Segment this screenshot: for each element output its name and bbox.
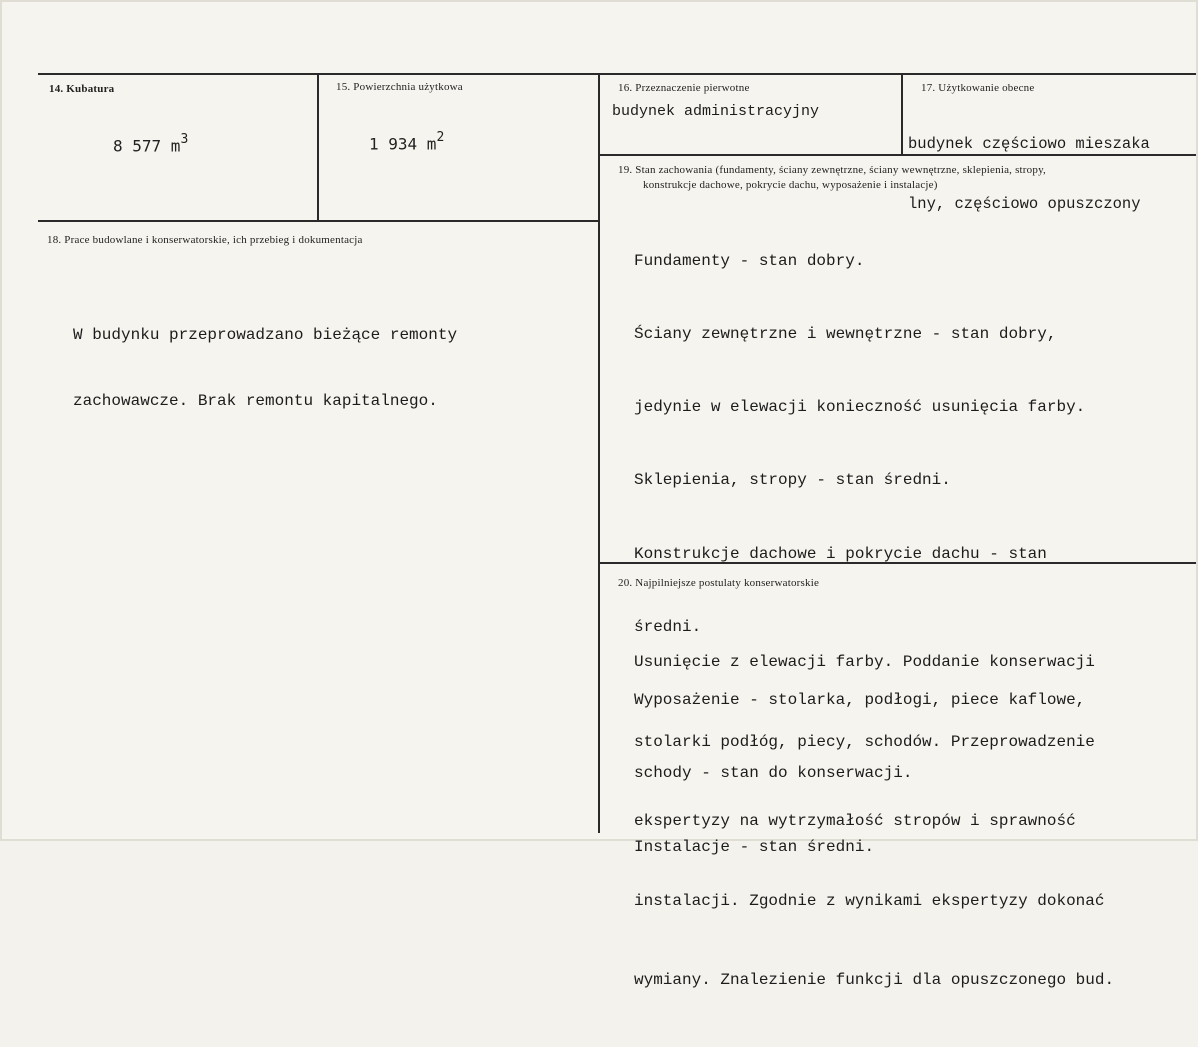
field-20-line: ekspertyzy na wytrzymałość stropów i sprawność [634, 812, 1076, 830]
field-19-line: Instalacje - stan średni. [634, 837, 875, 856]
field-20-line: Usunięcie z elewacji farby. Poddanie konserwacji [634, 653, 1095, 671]
field-18-label: 18. Prace budowlane i konserwatorskie, ich przebieg i dokumentacja [47, 234, 363, 246]
field-19-line: Ściany zewnętrzne i wewnętrzne - stan dobry, [634, 325, 1057, 344]
field-19-label-line2: konstrukcje dachowe, pokrycie dachu, wyposażenie i instalacje) [643, 179, 938, 191]
divider-left-right [598, 73, 600, 833]
field-20-label: 20. Najpilniejsze postulaty konserwatorskie [618, 577, 820, 589]
field-17-line: budynek częściowo mieszaka [908, 135, 1150, 153]
field-15-exponent: 2 [436, 130, 445, 145]
field-20-value [634, 596, 1114, 1047]
field-19-line: Fundamenty - stan dobry. [634, 251, 865, 270]
top-rule [38, 73, 1196, 75]
field-19-label-line1: 19. Stan zachowania (fundamenty, ściany zewnętrzne, ściany wewnętrzne, sklepienia, stropy, [618, 164, 1047, 176]
field-14-exponent: 3 [180, 132, 189, 147]
field-18-line: W budynku przeprowadzano bieżące remonty [73, 326, 458, 344]
field-16-value: budynek administracyjny [612, 103, 820, 120]
field-17-line: lny, częściowo opuszczony [908, 195, 1141, 213]
field-19-line: Konstrukcje dachowe i pokrycie dachu - stan [634, 544, 1047, 563]
field-15-label: 15. Powierzchnia użytkowa [336, 81, 463, 93]
divider-16-17 [901, 73, 903, 155]
field-19-line: Sklepienia, stropy - stan średni. [634, 471, 951, 490]
field-20-line: instalacji. Zgodnie z wynikami ekspertyzy dokonać [634, 891, 1105, 910]
field-19-line: schody - stan do konserwacji. [634, 764, 913, 783]
field-16-label: 16. Przeznaczenie pierwotne [618, 82, 750, 94]
field-20-line: wymiany. Znalezienie funkcji dla opuszczonego bud. [634, 971, 1115, 989]
field-19-line: Wyposażenie - stolarka, podłogi, piece kaflowe, [634, 691, 1086, 710]
divider-14-15 [317, 73, 319, 221]
field-19-line: jedynie w elewacji konieczność usunięcia farby. [634, 398, 1086, 417]
field-15-number: 1 934 m [369, 134, 437, 154]
rule-under-14-15 [38, 220, 600, 222]
field-20-line: stolarki podłóg, piecy, schodów. Przeprowadzenie [634, 732, 1095, 751]
field-15-value [369, 132, 444, 153]
field-14-value [113, 134, 188, 155]
field-14-label: 14. Kubatura [49, 83, 115, 95]
field-17-label: 17. Użytkowanie obecne [921, 82, 1035, 94]
field-18-value [73, 280, 457, 456]
field-19-line: średni. [634, 617, 702, 636]
field-18-line: zachowawcze. Brak remontu kapitalnego. [73, 392, 438, 410]
field-14-number: 8 577 m [113, 136, 181, 156]
